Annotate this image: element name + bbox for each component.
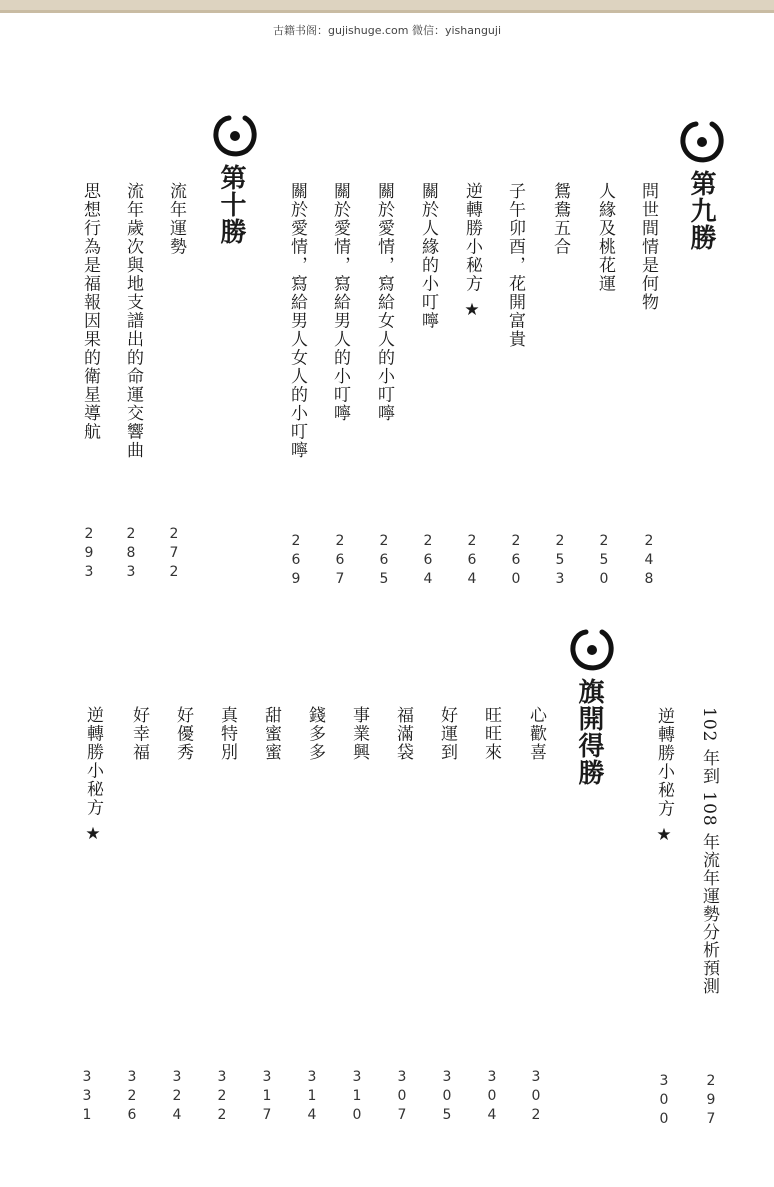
toc-entry-page: 302 bbox=[528, 1069, 544, 1126]
toc-entry-title: 逆轉勝小秘方 ★ bbox=[462, 182, 482, 322]
section-heading-10: 第十勝 bbox=[216, 164, 246, 245]
toc-entry-title: 子午卯酉，花開富貴 bbox=[505, 182, 525, 349]
toc-entry-title: 關於愛情，寫給女人的小叮嚀 bbox=[374, 182, 394, 423]
toc-entry-title: 流年歲次與地支譜出的命運交響曲 bbox=[123, 182, 143, 460]
toc-entry-page: 267 bbox=[332, 533, 348, 590]
circle-dot-icon bbox=[679, 118, 725, 164]
toc-entry-page: 305 bbox=[439, 1069, 455, 1126]
toc-entry-title: 心歡喜 bbox=[526, 706, 546, 762]
section-heading-9: 第九勝 bbox=[686, 170, 716, 251]
toc-entry-page: 264 bbox=[464, 533, 480, 590]
toc-entry-title: 好優秀 bbox=[173, 706, 193, 762]
toc-entry-page: 265 bbox=[376, 533, 392, 590]
toc-entry-title: 關於愛情，寫給男人女人的小叮嚀 bbox=[287, 182, 307, 460]
toc-entry-page: 304 bbox=[484, 1069, 500, 1126]
toc-entry-page: 250 bbox=[596, 533, 612, 590]
toc-entry-page: 248 bbox=[641, 533, 657, 590]
toc-entry-title: 錢多多 bbox=[305, 706, 325, 762]
toc-entry-page: 317 bbox=[259, 1069, 275, 1126]
toc-entry-title: 旺旺來 bbox=[481, 706, 501, 762]
toc-entry-title: 逆轉勝小秘方 ★ bbox=[654, 707, 674, 847]
toc-entry-title: 福滿袋 bbox=[393, 706, 413, 762]
toc-entry-page: 326 bbox=[124, 1069, 140, 1126]
toc-entry-title: 逆轉勝小秘方 ★ bbox=[83, 706, 103, 846]
toc-entry-page: 264 bbox=[420, 533, 436, 590]
toc-entry-title: 鴛鴦五合 bbox=[550, 182, 570, 256]
toc-entry-title: 好運到 bbox=[437, 706, 457, 762]
toc-entry-page: 314 bbox=[304, 1069, 320, 1126]
section-heading-11: 旗開得勝 bbox=[574, 678, 604, 786]
toc-entry-title: 真特別 bbox=[217, 706, 237, 762]
toc-entry-page: 260 bbox=[508, 533, 524, 590]
toc-entry-page: 322 bbox=[214, 1069, 230, 1126]
watermark: 古籍书阁：gujishuge.com 微信：yishanguji bbox=[272, 24, 502, 37]
top-border bbox=[0, 0, 774, 13]
toc-entry-page: 253 bbox=[552, 533, 568, 590]
toc-entry-title: 事業興 bbox=[349, 706, 369, 762]
toc-entry-title: 關於愛情，寫給男人的小叮嚀 bbox=[330, 182, 350, 423]
toc-entry-title: 關於人緣的小叮嚀 bbox=[418, 182, 438, 330]
toc-entry-page: 297 bbox=[703, 1073, 719, 1130]
toc-entry-page: 307 bbox=[394, 1069, 410, 1126]
toc-entry-page: 331 bbox=[79, 1069, 95, 1126]
circle-dot-icon bbox=[212, 112, 258, 158]
toc-entry-title: 思想行為是福報因果的衛星導航 bbox=[80, 182, 100, 441]
toc-entry-title: 問世間情是何物 bbox=[638, 182, 658, 312]
toc-entry-page: 293 bbox=[81, 526, 97, 583]
toc-entry-title: 甜蜜蜜 bbox=[261, 706, 281, 762]
toc-entry-title: 好幸福 bbox=[129, 706, 149, 762]
toc-entry-title: 人緣及桃花運 bbox=[595, 182, 615, 293]
toc-entry-page: 269 bbox=[288, 533, 304, 590]
toc-entry-title: 102 年到 108 年流年運勢分析預測 bbox=[699, 707, 719, 996]
toc-entry-page: 310 bbox=[349, 1069, 365, 1126]
toc-entry-page: 283 bbox=[123, 526, 139, 583]
toc-entry-page: 300 bbox=[656, 1073, 672, 1130]
toc-entry-title: 流年運勢 bbox=[166, 182, 186, 256]
toc-entry-page: 324 bbox=[169, 1069, 185, 1126]
toc-entry-page: 272 bbox=[166, 526, 182, 583]
circle-dot-icon bbox=[569, 626, 615, 672]
